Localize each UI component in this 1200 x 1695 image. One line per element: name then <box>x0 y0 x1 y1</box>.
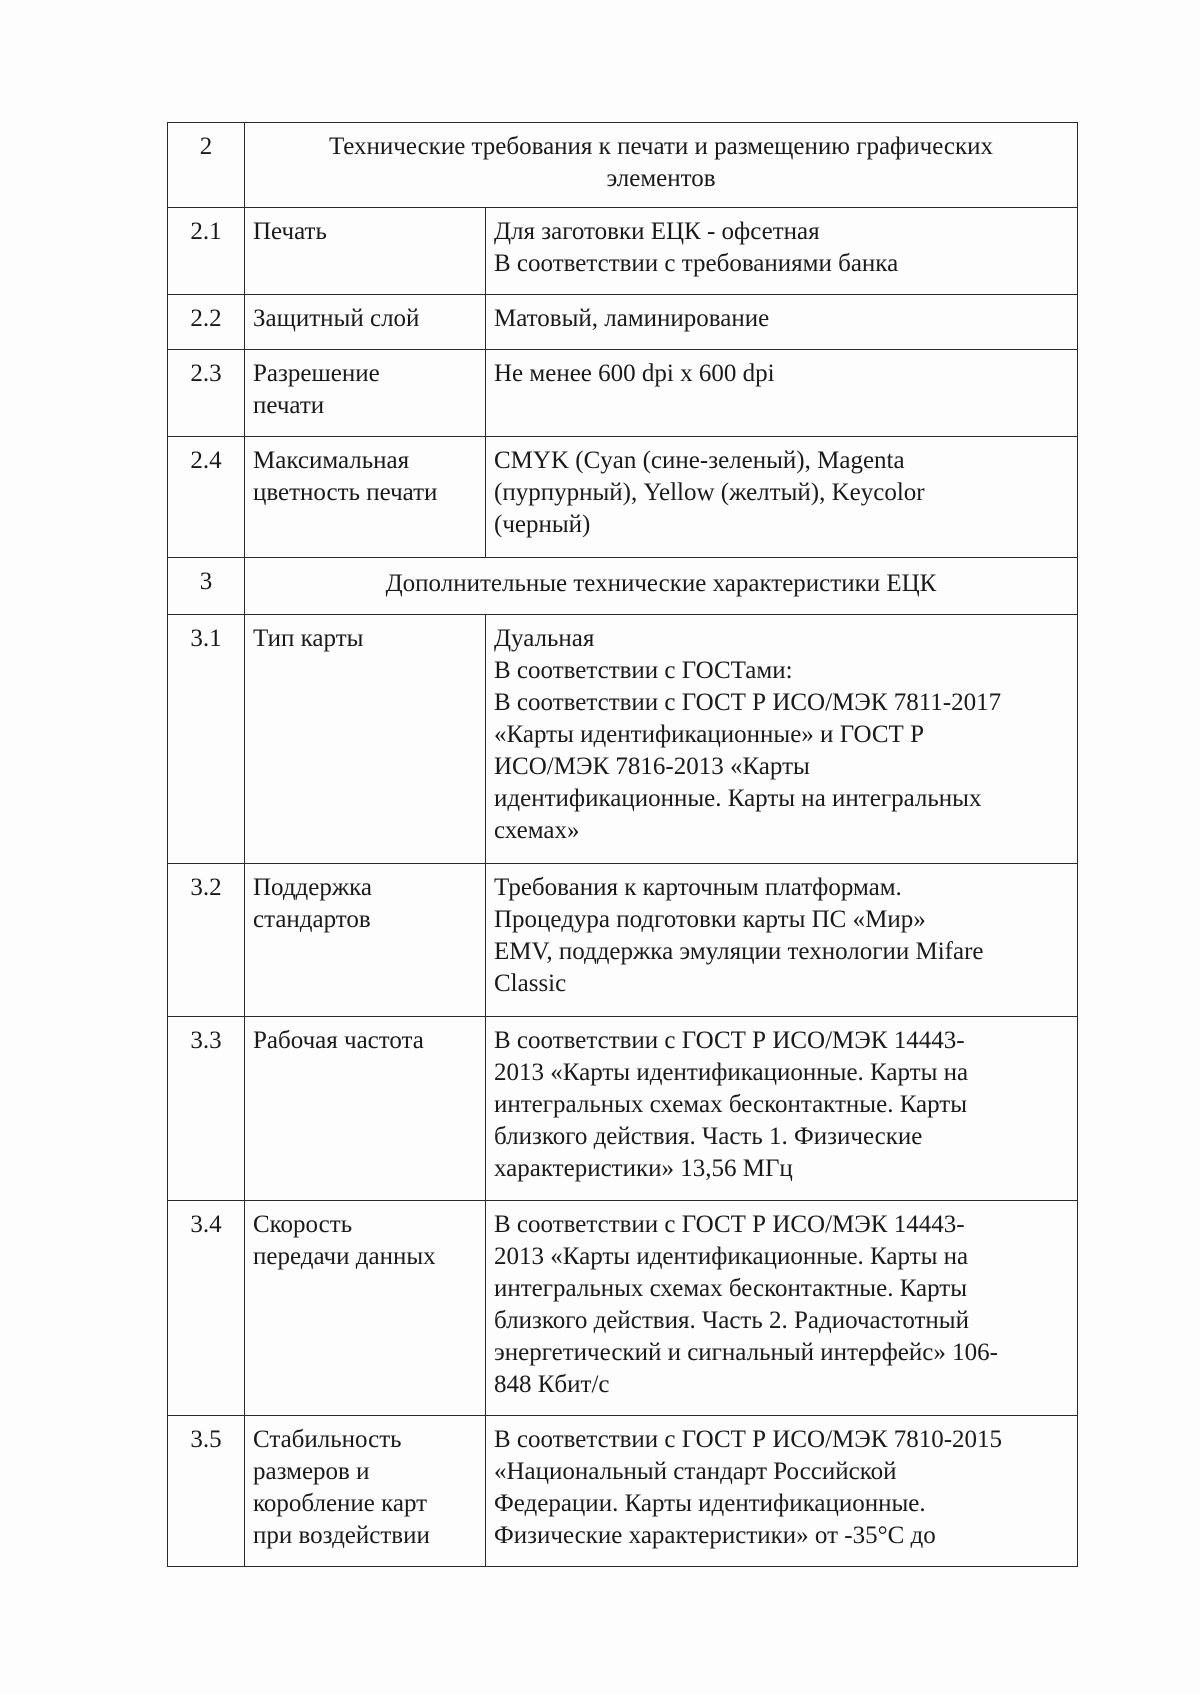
parameter-value <box>486 1416 1078 1567</box>
value-line: В соответствии с ГОСТ Р ИСО/МЭК 7811-2017 <box>494 689 1002 716</box>
row-number: 3 <box>168 558 245 615</box>
value-line: Classic <box>494 970 567 997</box>
table-row <box>168 350 1078 437</box>
parameter-name <box>245 350 486 437</box>
name-line: Разрешение <box>253 360 380 387</box>
value-line: В соответствии с ГОСТами: <box>494 657 793 684</box>
table-row <box>168 864 1078 1017</box>
row-number: 3.1 <box>168 615 245 864</box>
name-line: цветность печати <box>253 479 438 506</box>
parameter-name <box>245 1201 486 1416</box>
parameter-name <box>245 1017 486 1201</box>
parameter-value <box>486 208 1078 295</box>
value-line: близкого действия. Часть 1. Физические <box>494 1123 923 1150</box>
value-line: 2013 «Карты идентификационные. Карты на <box>494 1243 969 1270</box>
parameter-value <box>486 1201 1078 1416</box>
row-number: 3.4 <box>168 1201 245 1416</box>
value-line: «Карты идентификационные» и ГОСТ Р <box>494 721 924 748</box>
row-number: 2 <box>168 123 245 208</box>
value-line: Дуальная <box>494 625 595 652</box>
value-line: Не менее 600 dpi х 600 dpi <box>494 360 775 387</box>
specification-table <box>167 122 1078 1567</box>
name-line: Тип карты <box>253 625 364 652</box>
section-title <box>245 558 1078 615</box>
row-number: 2.4 <box>168 437 245 558</box>
value-line: 848 Кбит/с <box>494 1371 610 1398</box>
value-line: идентификационные. Карты на интегральных <box>494 785 982 812</box>
name-line: коробление карт <box>253 1490 428 1517</box>
parameter-value <box>486 864 1078 1017</box>
value-line: (черный) <box>494 511 591 538</box>
row-number: 3.3 <box>168 1017 245 1201</box>
name-line: Максимальная <box>253 447 410 474</box>
name-line: Рабочая частота <box>253 1027 424 1054</box>
name-line: Скорость <box>253 1211 353 1238</box>
table-row <box>168 208 1078 295</box>
value-line: В соответствии с ГОСТ Р ИСО/МЭК 7810-2015 <box>494 1426 1003 1453</box>
parameter-name <box>245 1416 486 1567</box>
value-line: «Национальный стандарт Российской <box>494 1458 897 1485</box>
parameter-value <box>486 437 1078 558</box>
value-line: В соответствии с ГОСТ Р ИСО/МЭК 14443- <box>494 1211 965 1238</box>
parameter-value <box>486 295 1078 350</box>
name-line: стандартов <box>253 906 371 933</box>
value-line: Требования к карточным платформам. <box>494 874 902 901</box>
table-row <box>168 1201 1078 1416</box>
title-line: Технические требования к печати и размещению графических <box>328 133 994 160</box>
parameter-name <box>245 208 486 295</box>
row-number: 2.2 <box>168 295 245 350</box>
value-line: Федерации. Карты идентификационные. <box>494 1490 926 1517</box>
row-number: 2.3 <box>168 350 245 437</box>
value-line: ИСО/МЭК 7816-2013 «Карты <box>494 753 810 780</box>
parameter-name <box>245 615 486 864</box>
value-line: В соответствии с ГОСТ Р ИСО/МЭК 14443- <box>494 1027 965 1054</box>
parameter-value <box>486 350 1078 437</box>
title-line: элементов <box>606 165 716 192</box>
title-line: Дополнительные технические характеристики ЕЦК <box>385 570 937 597</box>
parameter-value <box>486 1017 1078 1201</box>
value-line: EMV, поддержка эмуляции технологии Mifare <box>494 938 984 965</box>
parameter-name <box>245 295 486 350</box>
value-line: характеристики» 13,56 МГц <box>494 1155 793 1182</box>
table-row <box>168 295 1078 350</box>
name-line: Поддержка <box>253 874 373 901</box>
name-line: Защитный слой <box>253 305 420 332</box>
value-line: схемах» <box>494 817 580 844</box>
value-line: Физические характеристики» от -35°С до <box>494 1522 936 1549</box>
parameter-value <box>486 615 1078 864</box>
table-row <box>168 1416 1078 1567</box>
name-line: размеров и <box>253 1458 370 1485</box>
table-row <box>168 615 1078 864</box>
value-line: энергетический и сигнальный интерфейс» 106- <box>494 1339 998 1366</box>
section-row-2 <box>168 123 1078 208</box>
section-row-3 <box>168 558 1078 615</box>
parameter-name <box>245 437 486 558</box>
table-row <box>168 437 1078 558</box>
value-line: интегральных схемах бесконтактные. Карты <box>494 1275 968 1302</box>
table-row <box>168 1017 1078 1201</box>
section-title <box>245 123 1078 208</box>
value-line: CMYK (Cyan (сине-зеленый), Magenta <box>494 447 905 474</box>
value-line: интегральных схемах бесконтактные. Карты <box>494 1091 968 1118</box>
row-number: 3.2 <box>168 864 245 1017</box>
value-line: Матовый, ламинирование <box>494 305 770 332</box>
value-line: В соответствии с требованиями банка <box>494 250 899 277</box>
name-line: Печать <box>253 218 327 245</box>
name-line: при воздействии <box>253 1522 430 1549</box>
row-number: 3.5 <box>168 1416 245 1567</box>
parameter-name <box>245 864 486 1017</box>
name-line: передачи данных <box>253 1243 436 1270</box>
value-line: близкого действия. Часть 2. Радиочастотный <box>494 1307 969 1334</box>
name-line: Стабильность <box>253 1426 402 1453</box>
value-line: (пурпурный), Yellow (желтый), Keycolor <box>494 479 925 506</box>
value-line: Для заготовки ЕЦК - офсетная <box>494 218 820 245</box>
value-line: Процедура подготовки карты ПС «Мир» <box>494 906 926 933</box>
row-number: 2.1 <box>168 208 245 295</box>
value-line: 2013 «Карты идентификационные. Карты на <box>494 1059 969 1086</box>
name-line: печати <box>253 392 325 419</box>
